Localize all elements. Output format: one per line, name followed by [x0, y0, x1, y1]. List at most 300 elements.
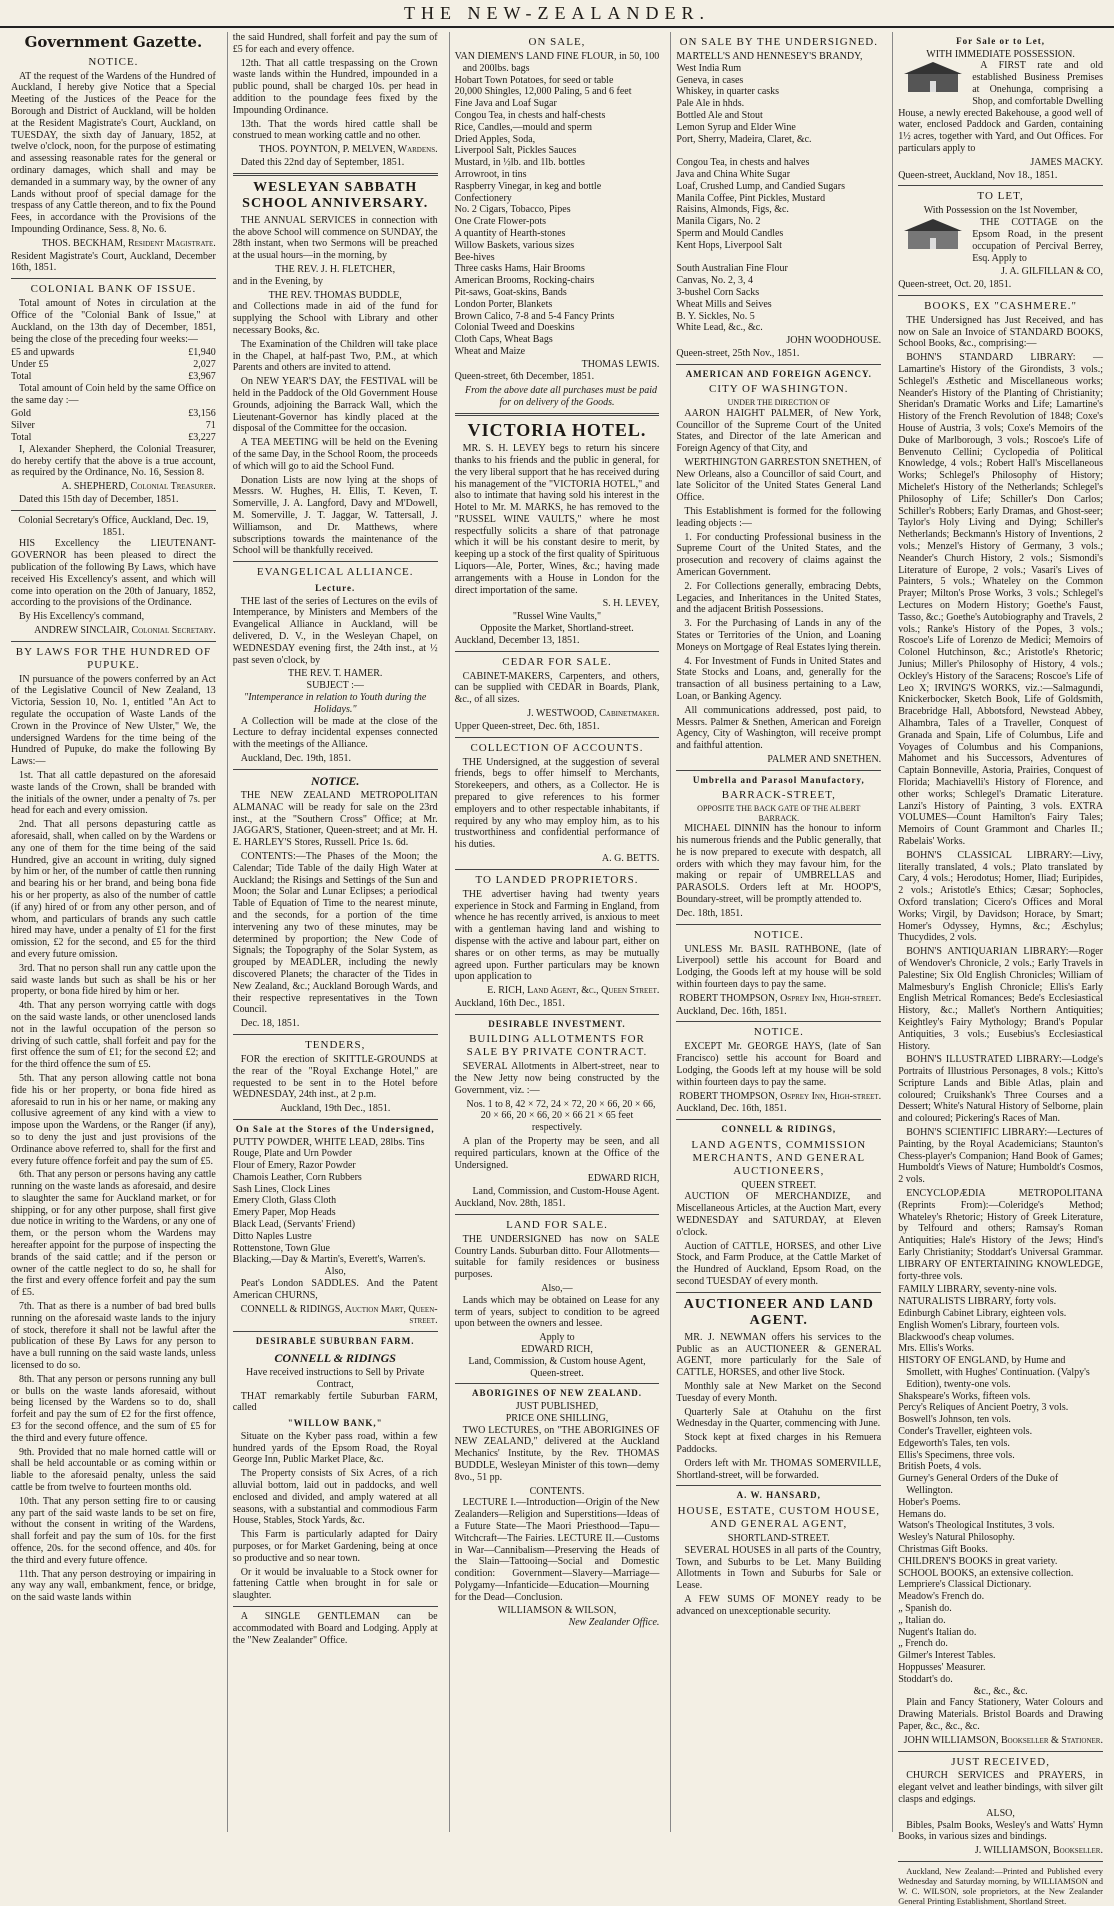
- books-list: BOHN'S CLASSICAL LIBRARY:—Livy, literally translated, 4 vols.; Plato translated by Cary, 4 vols.; Herodotus; Homer, Iliad; Euripides, 2 vols.; Aristotle's Ethics; Cæsar; Sophocles, Oxford translation; Cicero's Offices and Moral Works; Virgil, by Davidson; Horace, by Smart; Homer's Odyssey, Hymns, &c.; Æschylus; Thucydides, 2 vols.: [898, 849, 1103, 944]
- divider: [455, 737, 660, 738]
- hansard-street: SHORTLAND-STREET.: [727, 1532, 830, 1544]
- divider: [11, 510, 216, 511]
- list-item: Wheat and Maize: [454, 345, 526, 357]
- cedar-signature: J. WESTWOOD, Cabinetmaker.: [527, 708, 660, 720]
- bank-signature: A. SHEPHERD, Colonial Treasurer.: [61, 481, 216, 493]
- list-item: Gurney's General Orders of the Duke of Wellington.: [898, 1473, 1059, 1496]
- let-date: Queen-street, Auckland, Nov 18., 1851.: [898, 169, 1058, 181]
- bank-body: Total amount of Notes in circulation at the Office of the "Colonial Bank of Issue," at Auckland, on the 13th day of December, 1851, being the close of the preceding four weeks:—: [11, 298, 216, 345]
- hotel-date: Auckland, December 13, 1851.: [454, 634, 580, 646]
- investment-signature-title: Land, Commission, and Custom-House Agent.: [472, 1186, 660, 1198]
- bylaw-item: 4th. That any person worrying cattle with dogs on the said waste lands, or other unenclosed lands not in the lawful occupation of the person so driving of such cattle, shall forfeit and pay for the first offence the sum of £1; for the second £2; and for the third offence the sum of £5.: [11, 1000, 216, 1071]
- connell-subheading: LAND AGENTS, COMMISSION MERCHANTS, AND GENERAL AUCTIONEERS,: [691, 1138, 867, 1177]
- bylaws-intro: IN pursuance of the powers conferred by an Act of the Legislative Council of New Zealand, 13 Victoria, Session 10, No. 1, entitled "An Act to regulate the occupation of Waste Lands of the Crown in the Province of New Ulster," We, the undersigned Wardens for the time being of the Hundred of Pupuke, do make the following By Laws:—: [11, 673, 216, 768]
- tenders-date: Auckland, 19th Dec., 1851.: [280, 1103, 391, 1115]
- list-item: Conder's Traveller, eighteen vols.: [898, 1426, 1033, 1437]
- bylaw-date: Dated this 22nd day of September, 1851.: [240, 156, 405, 168]
- bylaw-item: 2nd. That all persons depasturing cattle as aforesaid, shall, when called on by the Wardens or any one of them for the time being of the said Hundred, give an account in writing, duly signed by him or her, of the number of cattle then running and bearing his or her brand, and being bona fide his or her property, as also of the number of cattle (if any) hired of or from any other person, and of whom, and particulars of brands any such cattle hired may have, under a penalty of £1 for the first omission, £2 for the second, and £5 for the third and every future omission.: [11, 819, 216, 960]
- agency-list-item: 2. For Collections generally, embracing Debts, Legacies, and Inheritances in the United States, and the adjacent British Possessions.: [676, 580, 882, 616]
- investment-body: A plan of the Property may be seen, and all required particulars, known at the Office of the Undersigned.: [454, 1136, 660, 1171]
- land-sale-body: THE UNDERSIGNED has now on SALE Country Lands. Suburban ditto. Four Allotments—suitable for family residences or business purposes.: [454, 1233, 660, 1281]
- list-item: Shakspeare's Works, fifteen vols.: [898, 1390, 1031, 1402]
- bylaw-item: 7th. That as there is a number of bad bred bulls running on the aforesaid waste lands to the injury of stock, therefore it shall not be lawful after the publication of these By Laws for any person to have a bull running on the said waste lands, unless licensed to do so.: [11, 1301, 216, 1372]
- hotel-heading: VICTORIA HOTEL.: [467, 419, 647, 440]
- bylaw-item: 8th. That any person or persons running any bull or bulls on the waste lands aforesaid, without being licensed by the Wardens so to do, shall forfeit and pay the sum of £2 for the first offence, £3 for the second offence, and the sum of £5 for the third and every future offence.: [11, 1373, 216, 1444]
- let-heading: TO LET,: [977, 190, 1024, 203]
- auctioneer-body: Orders left with Mr. THOMAS SOMERVILLE, Shortland-street, will be forwarded.: [676, 1457, 882, 1481]
- divider: [233, 561, 438, 562]
- bylaw-item: 12th. That all cattle trespassing on the Crown waste lands within the Hundred, impounded in a public pound, shall be charged 10s. per head in addition to the poundage fees fixed by the Impounding Ordinance.: [232, 57, 438, 116]
- connell-body: AUCTION OF MERCHANDIZE, and Miscellaneous Articles, at the Auction Mart, every WEDNESDAY and SATURDAY, at Eleven o'clock.: [676, 1191, 882, 1238]
- hotel-address: Opposite the Market, Shortland-street.: [480, 623, 634, 635]
- agency-list-item: 1. For conducting Professional business in the Supreme Court of the United States, and the prosecution and recovery of claims against the American Government.: [676, 531, 882, 579]
- notice-body: UNLESS Mr. BASIL RATHBONE, (late of Liverpool) settle his account for Board and Lodging, the Goods left at my house will be sold within fourteen days to pay the same.: [676, 943, 882, 990]
- umbrella-subheading: BARRACK-STREET,: [721, 789, 836, 802]
- alliance-subject: "Intemperance in relation to Youth during the Holidays.": [244, 692, 427, 715]
- land-sale-signature-title: Land, Commission, & Custom house Agent, Queen-street.: [468, 1355, 646, 1379]
- list-item: Rouge, Plate and Urn Powder: [232, 1148, 352, 1160]
- column-3: [449, 32, 665, 1832]
- bank-heading: COLONIAL BANK OF ISSUE.: [30, 283, 197, 296]
- list-item: Hobart Town Potatoes, for seed or table: [454, 74, 614, 86]
- list-item: Flour of Emery, Razor Powder: [232, 1160, 356, 1172]
- let-signature: J. A. GILFILLAN & CO,: [1001, 266, 1103, 278]
- list-item: Pit-saws, Goat-skins, Bands: [454, 286, 567, 298]
- let-signature: JAMES MACKY.: [1030, 156, 1103, 168]
- row-label: Total: [11, 431, 32, 443]
- land-sale-body: Lands which may be obtained on Lease for any term of years, subject to condition to be agreed upon between the owners and lessee.: [454, 1294, 660, 1330]
- column-4: [670, 32, 886, 1832]
- list-item: Dried Apples, Soda,: [454, 133, 536, 145]
- list-item: &c., &c., &c.: [973, 1685, 1028, 1697]
- collection-body: THE Undersigned, at the suggestion of several friends, begs to offer himself to Merchants, Storekeepers, and others, as a Collector. He is prepared to give references to his former employers and to other respectable inhabitants, if required by any who may employ him, as to his trustworthiness and confidential performance of his duties.: [454, 756, 660, 851]
- sale-date: Queen-street, 25th Nov., 1851.: [676, 347, 800, 359]
- list-item: London Porter, Blankets: [454, 298, 553, 310]
- let-heading: For Sale or to Let,: [956, 36, 1046, 46]
- sale-list: [455, 51, 660, 358]
- divider: [676, 924, 881, 925]
- farm-body: Or it would be invaluable to a Stock owner for fattening Cattle when brought in for sale or slaughter.: [232, 1566, 438, 1602]
- let-body: A FIRST rate and old established Business Premises at Onehunga, comprising a Shop, and comfortable Dwelling House, a newly erected Bakehouse, a good well of water, enclosed Paddock and Garden, containing 1½ acres, together with Yard, and Out Offices. For particulars apply to: [898, 60, 1103, 154]
- divider: [676, 1292, 881, 1293]
- sale-heading: ON SALE BY THE UNDERSIGNED.: [679, 36, 878, 48]
- divider: [233, 769, 438, 770]
- let-body: THE COTTAGE on the Epsom Road, in the present occupation of Percival Berrey, Esq. Apply to: [972, 217, 1103, 264]
- notice-body: AT the request of the Wardens of the Hundred of Auckland, I hereby give Notice that a Special Meeting of the Justices of the Peace for the Borough and District of Auckland, will be holden at the Resident Magistrate's Court, Auckland, on TUESDAY, the sixth day of January, 1852, at twelve o'clock, noon, for the purpose of estimating and assessing reasonable rates for the general or ordinary damages, which shall and may be demanded in a summary way, by the owner of any Lands without proof of special damage for the trespass of any Cattle thereon, and to fix the Pound Fees, in accordance with the Provisions of the Impounding Ordinance, Sess. 8, No. 6.: [11, 70, 216, 236]
- agency-body: All communications addressed, post paid, to Messrs. Palmer & Snethen, American and Foreign Agency, City of Washington, will receive prompt and faithful attention.: [676, 704, 882, 752]
- list-item: Confectionery: [454, 192, 512, 204]
- land-sale-apply: Apply to: [539, 1332, 575, 1344]
- books-body: THE Undersigned has Just Received, and has now on Sale an Invoice of STANDARD BOOKS, School Books, &c., comprising:—: [898, 314, 1103, 350]
- list-item: CHILDREN'S BOOKS in great variety.: [898, 1555, 1058, 1567]
- list-item: Black Lead, (Servants' Friend): [232, 1219, 356, 1231]
- almanac-date: Dec. 18, 1851.: [240, 1018, 300, 1030]
- sale-heading: ON SALE,: [528, 36, 586, 48]
- divider: [676, 770, 881, 771]
- list-item: One Crate Flower-pots: [454, 216, 547, 228]
- wesleyan-heading: WESLEYAN SABBATH SCHOOL ANNIVERSARY.: [242, 179, 429, 212]
- list-item: Blackwood's cheap volumes.: [898, 1331, 1015, 1343]
- let-subheading: WITH IMMEDIATE POSSESSION.: [926, 48, 1075, 60]
- coin-text: Total amount of Coin held by the same Office on the same day :—: [11, 382, 216, 406]
- list-item: Raisins, Almonds, Figs, &c.: [676, 204, 789, 216]
- list-item: Whiskey, in quarter casks: [676, 86, 780, 98]
- notice-heading: NOTICE.: [753, 1026, 804, 1039]
- column-1: [6, 32, 221, 1832]
- list-item: Boswell's Johnson, ten vols.: [898, 1414, 1011, 1426]
- divider: [11, 278, 216, 279]
- hansard-subheading: HOUSE, ESTATE, CUSTOM HOUSE, AND GENERAL AGENT,: [677, 1505, 880, 1530]
- list-item: Kent Hops, Liverpool Salt: [676, 239, 782, 251]
- investment-subheading: BUILDING ALLOTMENTS FOR SALE BY PRIVATE CONTRACT.: [466, 1033, 648, 1059]
- list-item: Watson's Theological Institutes, 3 vols.: [898, 1520, 1055, 1532]
- list-item: Hober's Poems.: [898, 1496, 961, 1508]
- divider: [455, 651, 660, 652]
- agency-body: AARON HAIGHT PALMER, of New York, Councillor of the Supreme Court of the United States, and Director of the late American and Foreign Agency of that City, and: [676, 407, 882, 455]
- divider: [676, 1485, 881, 1486]
- secretary-signature: ANDREW SINCLAIR, Colonial Secretary.: [34, 624, 216, 636]
- list-item: West India Rum: [676, 62, 742, 74]
- books-items: [898, 1284, 1103, 1697]
- secretary-body: HIS Excellency the LIEUTENANT-GOVERNOR has been pleased to direct the publication of the following By Laws, which have received His Excellency's assent, and which will come into operation on the 20th of January, 1852, according to the provisions of the Ordinance.: [11, 538, 216, 609]
- bylaw-item: 5th. That any person allowing cattle not bona fide his or her property, or bona fide hired as aforesaid to run in his or her name, or making any collusive agreement of any kind with a view to impose upon the Wardens, or the Ranger (if any), so to deny the just and just provisions of the Ordinance above referred to, shall for the first and every future offence forfeit and pay the sum of £5.: [11, 1072, 216, 1167]
- agency-subheading: CITY OF WASHINGTON.: [709, 383, 849, 396]
- list-item: American Brooms, Rocking-chairs: [454, 275, 595, 287]
- almanac-contents: CONTENTS:—The Phases of the Moon; the Calendar; Tide Table of the daily High Water at Auckland; the Risings and Settings of the Sun and Moon; the Solar and Lunar Eclipses; a periodical Table of Equation of Time to the nearest minute, and the seconds, for a portion of the time intervening any two of these minutes, may be determined by proportion; the New Code of Signals; the Topography of the Solar System, as grouped by MEADLER, including the newly discovered Planets; the character of the Tides in New Zealand, &c.; Auckland Borough Wards, and their respective representatives in the Town Council.: [232, 850, 438, 1016]
- auctioneer-body: Monthly sale at New Market on the Second Tuesday of every Month.: [676, 1381, 882, 1404]
- list-item: Rice, Candles,—mould and sperm: [454, 121, 593, 133]
- divider: [898, 1751, 1103, 1752]
- divider: [233, 1119, 438, 1120]
- divider: [676, 364, 881, 365]
- bylaws-heading: BY LAWS FOR THE HUNDRED OF PUPUKE.: [15, 645, 212, 671]
- list-item: Colonial Tweed and Doeskins: [454, 322, 575, 334]
- alliance-date: Auckland, Dec. 19th, 1851.: [240, 753, 352, 765]
- list-item: Java and China White Sugar: [676, 168, 791, 180]
- row-value: £3,227: [188, 431, 216, 443]
- received-heading: JUST RECEIVED,: [951, 1755, 1050, 1768]
- stores-also-body: Peat's London SADDLES. And the Patent American CHURNS,: [232, 1278, 438, 1301]
- sale-date: Queen-street, 6th December, 1851.: [454, 371, 595, 383]
- notice-signature: ROBERT THOMPSON, Osprey Inn, High-street.: [679, 1090, 882, 1102]
- list-item: Loaf, Crushed Lump, and Candied Sugars: [676, 180, 845, 192]
- almanac-heading: NOTICE.: [311, 773, 360, 788]
- list-item: Edgeworth's Tales, ten vols.: [898, 1437, 1010, 1449]
- divider: [898, 1861, 1103, 1862]
- divider: [233, 1331, 438, 1332]
- coin-table: [11, 408, 216, 443]
- list-item: White Lead, &c., &c.: [676, 322, 763, 334]
- wesleyan-body: Donation Lists are now lying at the shops of Messrs. W. Hughes, H. Ellis, T. Keven, T. Somerville, J. A. Langford, Davy and M'Dowell, M. Somerville, J. T. Jaggar, W. Tattersall, J. Williamson, and Dr. Matthews, where subscriptions towards the maintenance of the School will be thankfully received.: [232, 474, 438, 557]
- row-label: £5 and upwards: [11, 347, 75, 359]
- stores-list: [233, 1137, 438, 1267]
- bylaw-item: 10th. That any person setting fire to or causing any part of the said waste lands to be set on fire, without the consent in writing of the Wardens, shall forfeit and pay the sum of 10s. for the first offence, 20s. for the second offence, and 40s. for the third and every future offence.: [11, 1495, 216, 1566]
- alliance-subheading: Lecture.: [315, 583, 356, 594]
- almanac-body: THE NEW ZEALAND METROPOLITAN ALMANAC will be ready for sale on the 23rd inst., at the "Southern Cross" Office; at Mr. JAGGAR'S, Stationer, Queen-street; and at Mr. H. E. HARLEY'S Stores, Russell. Price 1s. 6d.: [232, 790, 438, 849]
- list-item: Congou Tea, in chests and halves: [676, 157, 810, 169]
- land-sale-also: Also,—: [541, 1282, 573, 1294]
- house-icon: [898, 62, 968, 94]
- agency-list-item: 4. For Investment of Funds in United States and State Stocks and Loans, and, generally for the transaction of all business pertaining to a Law, Loan, or Banking Agency.: [676, 655, 882, 703]
- list-item: Hoppusses' Measurer.: [898, 1661, 986, 1673]
- books-list: BOHN'S ILLUSTRATED LIBRARY:—Lodge's Portraits of Illustrious Personages, 8 vols.; Kitto's Scripture Lands and Bible Atlas, plain and coloured; Cruikshank's Three Courses and a Dessert; White's Natural History of Selborne, plain and coloured; Pickering's Races of Man.: [898, 1054, 1103, 1125]
- bylaw-continuation: the said Hundred, shall forfeit and pay the sum of £5 for each and every offence.: [232, 32, 438, 55]
- hansard-body: SEVERAL HOUSES in all parts of the Country, Town, and Suburbs to be Let. Many Building Allotments in Town and Suburbs for Sale or Lease.: [676, 1544, 882, 1592]
- hansard-body: A FEW SUMS OF MONEY ready to be advanced on unexceptionable security.: [676, 1593, 882, 1617]
- bank-declaration: I, Alexander Shepherd, the Colonial Treasurer, do hereby certify that the above is a true account, as required by the Ordinance, No. 16, Session 8.: [11, 443, 216, 479]
- list-item: Lemon Syrup and Elder Wine: [676, 121, 796, 133]
- list-item: „ French do.: [898, 1638, 948, 1650]
- umbrella-location: OPPOSITE THE BACK GATE OF THE ALBERT BARRACK.: [697, 804, 861, 823]
- hotel-body: MR. S. H. LEVEY begs to return his sincere thanks to his friends and the public in general, for the very liberal support that he has received during his management of the "VICTORIA HOTEL," and also to intimate that having sold his interest in the Hotel to Mr. M. MARKS, he has removed to the "RUSSEL WINE VAULTS," where he most respectfully solicits a share of that patronage which it will be his constant desire to merit, by keeping up a stock of the first quality of Spirituous Liquors—Ale, Porter, Wines, &c.; having made arrangements with a House in London for the direct importation of the same.: [454, 443, 660, 596]
- bylaw-item: 6th. That any person or persons having any cattle running on the waste lands as aforesaid, and desire to slaughter the same for Auckland market, or for shipping, or for any other purpose, shall first give due notice in writing to the Wardens, or any one of them, or the person whom the Wardens may hereafter appoint for the purpose of inspecting the brands of the said cattle; and if the person or owner of the cattle neglect to do so, he shall for the first and every offence forfeit and pay the sum of £5.: [11, 1169, 216, 1299]
- bylaw-item: 1st. That all cattle depastured on the aforesaid waste lands of the Crown, shall be branded with the initials of the owner, under a penalty of 7s. per head for each and every omission.: [11, 770, 216, 817]
- list-item: Raspberry Vinegar, in keg and bottle: [454, 180, 602, 192]
- list-item: FAMILY LIBRARY, seventy-nine vols.: [898, 1284, 1057, 1296]
- divider: [233, 1034, 438, 1035]
- list-item: Wesley's Natural Philosophy.: [898, 1532, 1015, 1544]
- notice-heading: NOTICE.: [753, 928, 804, 941]
- list-item: SCHOOL BOOKS, an extensive collection.: [898, 1567, 1074, 1579]
- books-list: BOHN'S SCIENTIFIC LIBRARY:—Lectures of Painting, by the Royal Academicians; Staunton's Chess-player's Companion; Hand Book of Games; Humboldt's Views of Nature; Humboldt's Cosmos, 2 vols.: [898, 1127, 1103, 1186]
- list-item: PUTTY POWDER, WHITE LEAD, 28lbs. Tins: [232, 1136, 425, 1148]
- wesleyan-reverend: THE REV. THOMAS BUDDLE,: [268, 289, 402, 301]
- umbrella-body: MICHAEL DINNIN has the honour to inform his numerous friends and the Public generally, that he is now prepared to execute with despatch, all orders with which they may favour him, for the making or repair of UMBRELLAS and PARASOLS. Orders left at Mr. HOOP'S, Boundary-street, will be promptly attended to.: [676, 823, 882, 906]
- investment-body: SEVERAL Allotments in Albert-street, near to the New Jetty now being constructed by the Government, viz. :—: [454, 1061, 660, 1096]
- row-value: 2,027: [193, 359, 216, 371]
- list-item: Percy's Reliques of Ancient Poetry, 3 vols.: [898, 1402, 1069, 1414]
- list-item: No. 2 Cigars, Tobacco, Pipes: [454, 204, 571, 216]
- books-signature: JOHN WILLIAMSON, Bookseller & Stationer.: [903, 1734, 1103, 1746]
- collection-signature: A. G. BETTS.: [601, 852, 660, 864]
- farm-heading: DESIRABLE SUBURBAN FARM.: [255, 1336, 415, 1347]
- row-label: Total: [11, 370, 32, 382]
- let-date: Queen-street, Oct. 20, 1851.: [898, 279, 1012, 291]
- notice-signature: ROBERT THOMPSON, Osprey Inn, High-street.: [679, 992, 882, 1004]
- divider: [455, 869, 660, 870]
- wesleyan-body: The Examination of the Children will take place in the Chapel, at half-past Two, P.M., at which Parents and others are invited to attend.: [232, 338, 438, 374]
- sale-note: From the above date all purchases must be paid for on delivery of the Goods.: [464, 385, 657, 409]
- list-item: English Women's Library, fourteen vols.: [898, 1319, 1060, 1331]
- list-item: [676, 252, 881, 264]
- list-item: [676, 145, 881, 157]
- list-item: VAN DIEMEN'S LAND FINE FLOUR, in 50, 100 and 200lbs. bags: [454, 50, 660, 74]
- row-label: Under £5: [11, 359, 49, 371]
- divider: [455, 1014, 660, 1015]
- column-2: [227, 32, 443, 1832]
- list-item: Rottenstone, Town Glue: [232, 1242, 330, 1254]
- books-list: BOHN'S STANDARD LIBRARY: — Lamartine's History of the Girondists, 3 vols.; Schlegel's Æsthetic and Miscellaneous works; Neander's History of the Planting of Christianity; Sheridan's Dramatic Works and Life; Lamartine's History of the French Revolution of 1848; Coxe's House of Austria, 3 vols; Coxe's Memoirs of the Duke of Marlborough, 3 vols.; Roscoe's Life of Benvenuto Cellini; Cyclopedia of Political Knowledge, 4 vols.; Robert Hall's Miscellaneous Works; Schlegel's Philosophy of History; Michelet's History of the Netherlands; Schlegel's Philosophy of Life; Schiller's Don Carlos; Schiller's Robbers; Early Dramas, and Ghost-seer; Taylor's Holy Living and Dying; Schiller's Netherlands; Beckmann's History of Inventions, 2 vols.; Menzel's History of Germany, 3 vols.; Neander's Church History, 2 vols.; Sismondi's Literature of Europe, 2 vols.; Vasari's Lives of Painters, 5 vols.; Whateley on the Common Prayer; Milton's Prose Works, 3 vols.; Schlegel's Lectures on Modern History; Goethe's Faust, Tasso, &c.; Goethe's Autobiography and Travels, 2 vols.; Ranke's History of the Popes, 3 vols.; Roscoe's Life of Lorenzo de Medici; Memoirs of Colonel Hutchinson, &c.; Aristotle's Rhetoric; Junius; Miller's Philosophy of History, 4 vols.; Ockley's History of the Saracens; Roscoe's Life of Leo X; IRVING'S WORKS, viz.:—Salmagundi, Knickerbocker, Sketch Book, Life of Goldsmith, Bracebridge Hall, Abbotsford, Newstead Abbey, Alhambra, Tales of a Traveller, Conquest of Granada and Spain, Life of Columbus, Life and Voyages of Columbus and his Companions, Mahomet and his Successors, Adventures of Captain Bonneville, Astoria, Prairies, Conquest of Florida; Machiavelli's History of Florence, and other works; Schlegel's Dramatic Literature. Lanzi's History of Painting, 3 vols. EXTRA VOLUMES—Count Hamilton's Fairy Tales; Memoirs of Count Grammont and Charles II.; Rabelais' Works.: [898, 352, 1103, 847]
- bylaw-item: 11th. That any person destroying or impairing in any way any wall, embankment, fence, or bridge, on the said waste lands within: [11, 1568, 216, 1604]
- list-item: Christmas Gift Books.: [898, 1543, 988, 1555]
- list-item: Brown Calico, 7-8 and 5-4 Fancy Prints: [454, 310, 615, 322]
- wesleyan-body: and Collections made in aid of the fund for supplying the School with Library and other necessary Books, &c.: [232, 301, 438, 336]
- imprint: Auckland, New Zealand:—Printed and Published every Wednesday and Saturday morning, by WILLIAMSON and W. C. WILSON, sole proprietors, at the New Zealander General Printing Establishment, Shortland Street.: [898, 1866, 1103, 1906]
- notice-place: Resident Magistrate's Court, Auckland, December 16th, 1851.: [11, 250, 216, 274]
- landed-body: THE advertiser having had twenty years experience in Stock and Farming in England, from whence he has recently arrived, is anxious to meet with a gentleman having land and wishing to dispense with the active and labour part, either on shares or on other terms, as may be mutually agreed upon. Further particulars may be known upon application to: [454, 888, 660, 983]
- row-label: Silver: [11, 420, 35, 432]
- umbrella-date: Dec. 18th, 1851.: [676, 907, 743, 919]
- cottage-icon: [898, 219, 968, 251]
- stores-also: Also,: [324, 1266, 346, 1278]
- sale-signature: JOHN WOODHOUSE.: [786, 335, 882, 347]
- investment-heading: DESIRABLE INVESTMENT.: [488, 1018, 626, 1029]
- connell-heading: CONNELL & RIDINGS,: [721, 1124, 837, 1135]
- received-also: ALSO,: [986, 1807, 1015, 1819]
- column-5: [892, 32, 1108, 1906]
- table-row: [11, 420, 216, 432]
- collection-heading: COLLECTION OF ACCOUNTS.: [470, 741, 644, 754]
- sale-list: [676, 51, 881, 334]
- notice-signature: THOS. BECKHAM, Resident Magistrate.: [41, 237, 216, 249]
- list-item: Bee-hives: [454, 251, 495, 263]
- landed-heading: TO LANDED PROPRIETORS.: [475, 873, 639, 886]
- list-item: Manila Coffee, Pint Pickles, Mustard: [676, 192, 826, 204]
- auctioneer-body: MR. J. NEWMAN offers his services to the Public as an AUCTIONEER & GENERAL AGENT, more particularly for the Sale of CATTLE, HORSES, and other live Stock.: [676, 1331, 882, 1379]
- row-value: £1,940: [188, 347, 216, 359]
- cedar-body: CABINET-MAKERS, Carpenters, and others, can be supplied with CEDAR in Boards, Plank, &c., of all sizes.: [454, 670, 660, 706]
- list-item: Lempriere's Classical Dictionary.: [898, 1579, 1032, 1591]
- cedar-date: Upper Queen-street, Dec. 6th, 1851.: [454, 720, 600, 732]
- notice-date: Auckland, Dec. 16th, 1851.: [676, 1005, 787, 1017]
- agency-body: WERTHINGTON GARRESTON SNETHEN, of New Orleans, also a Councillor of said Court, and late Solicitor of the United States General Land Office.: [676, 456, 882, 504]
- notice-date: Auckland, Dec. 16th, 1851.: [676, 1103, 787, 1115]
- list-item: Edinburgh Cabinet Library, eighteen vols.: [898, 1308, 1067, 1320]
- list-item: Nugent's Italian do.: [898, 1626, 977, 1638]
- tenders-heading: TENDERS,: [305, 1038, 366, 1051]
- auctioneer-body: Stock kept at fixed charges in his Remuera Paddocks.: [676, 1432, 882, 1456]
- auctioneer-body: Quarterly Sale at Otahuhu on the first Wednesday in the Quarter, commencing with June.: [676, 1406, 882, 1430]
- table-row: [11, 432, 216, 444]
- connell-street: QUEEN STREET.: [741, 1179, 817, 1191]
- list-item: Emery Cloth, Glass Cloth: [232, 1195, 337, 1207]
- bank-table: [11, 347, 216, 382]
- list-item: British Poets, 4 vols.: [898, 1461, 982, 1473]
- let-subheading: With Possession on the 1st November,: [923, 205, 1078, 217]
- list-item: Chamois Leather, Corn Rubbers: [232, 1171, 362, 1183]
- list-item: South Australian Fine Flour: [676, 263, 788, 275]
- list-item: Stoddart's do.: [898, 1673, 953, 1685]
- divider: [676, 1021, 881, 1022]
- list-item: 3-bushel Corn Sacks: [676, 286, 760, 298]
- agency-signature: PALMER AND SNETHEN.: [767, 754, 882, 766]
- divider: [233, 1606, 438, 1607]
- masthead: THE NEW-ZEALANDER.: [0, 0, 1114, 28]
- list-item: Congou Tea, in chests and half-chests: [454, 109, 606, 121]
- wesleyan-body: THE ANNUAL SERVICES in connection with the above School will commence on SUNDAY, the 28th instant, when two Sermons will be preached at the usual hours—in the morning, by: [232, 214, 438, 262]
- wesleyan-body: A TEA MEETING will be held on the Evening of the same Day, in the School Room, the proceeds of which will go to aid the School Fund.: [232, 437, 438, 472]
- landed-date: Auckland, 16th Dec., 1851.: [454, 997, 565, 1009]
- columns: [0, 28, 1114, 1906]
- list-item: B. Y. Sickles, No. 5: [676, 310, 755, 322]
- divider: [455, 1214, 660, 1215]
- wesleyan-reverend: THE REV. J. H. FLETCHER,: [275, 263, 396, 275]
- bank-date: Dated this 15th day of December, 1851.: [19, 493, 179, 505]
- secretary-command: By His Excellency's command,: [19, 611, 145, 623]
- aborigines-body: TWO LECTURES, on "THE ABORIGINES OF NEW ZEALAND," delivered at the Auckland Mechanics' Institute, by the Rev. THOMAS BUDDLE, Wesleyan Minister of this town—demy 8vo., 51 pp.: [454, 1424, 660, 1483]
- received-body: CHURCH SERVICES and PRAYERS, in elegant velvet and leather bindings, with silver gilt clasps and edgings.: [898, 1770, 1103, 1806]
- aborigines-signature: WILLIAMSON & WILSON,: [497, 1605, 617, 1617]
- list-item: Port, Sherry, Madeira, Claret, &c.: [676, 133, 812, 145]
- divider: [898, 185, 1103, 186]
- auctioneer-heading: AUCTIONEER AND LAND AGENT.: [683, 1296, 874, 1329]
- table-row: [11, 371, 216, 383]
- alliance-body: A Collection will be made at the close of the Lecture to defray incidental expenses connected with the meetings of the Alliance.: [232, 715, 438, 751]
- divider: [676, 1119, 881, 1120]
- list-item: „ Italian do.: [898, 1614, 946, 1626]
- books-list: BOHN'S ANTIQUARIAN LIBRARY:—Roger of Wendover's Chronicle, 2 vols.; Early Travels in Palestine; Six Old English Chronicles; William of Malmesbury's English Chronicle; Ellis's Early English Metrical Romances; Bede's Ecclesiastical History, &c.; Mallet's Northern Antiquities; Keightley's Fairy Mythology; Brand's Popular Antiquities, 3 vols.; Eusebius's Ecclesiastical History.: [898, 946, 1103, 1052]
- list-item: Liverpool Salt, Pickles Sauces: [454, 145, 577, 157]
- list-item: Hemans do.: [898, 1508, 946, 1520]
- gazette-title: Government Gazette.: [24, 33, 203, 51]
- land-sale-signature: EDWARD RICH,: [521, 1343, 593, 1355]
- notice-body: EXCEPT Mr. GEORGE HAYS, (late of San Francisco) settle his account for Board and Lodging, the Goods left at my house will be sold within fourteen days to pay the same.: [676, 1041, 882, 1088]
- alliance-subject-label: SUBJECT :—: [306, 680, 364, 692]
- list-item: Bottled Ale and Stout: [676, 109, 763, 121]
- list-item: Geneva, in cases: [676, 74, 744, 86]
- agency-list-item: 3. For the Purchasing of Lands in any of the States or Territories of the Union, and Loaning Moneys on Mortgage of Real Estates lying therein.: [676, 618, 882, 653]
- list-item: HISTORY OF ENGLAND, by Hume and Smollett, with Hughes' Continuation. (Valpy's Edition), twenty-one vols.: [898, 1355, 1090, 1390]
- wardens-signature: THOS. POYNTON, P. MELVEN, Wardens.: [258, 144, 438, 156]
- farm-body: This Farm is particularly adapted for Dairy purposes, or for Market Gardening, being at once so productive and so near town.: [232, 1529, 438, 1564]
- agency-direction: UNDER THE DIRECTION OF: [727, 398, 830, 408]
- list-item: Mrs. Ellis's Works.: [898, 1343, 975, 1355]
- table-row: [11, 347, 216, 359]
- investment-body: Nos. 1 to 8, 42 × 72, 24 × 72, 20 × 66, 20 × 66, 20 × 66, 20 × 66, 20 × 66 21 × 65 feet respectively.: [466, 1098, 656, 1134]
- divider: [11, 641, 216, 642]
- list-item: A quantity of Hearth-stones: [454, 227, 566, 239]
- tenders-body: FOR the erection of SKITTLE-GROUNDS at the rear of the "Royal Exchange Hotel," are requested to be sent in to the Hotel before WEDNESDAY, 24th inst., at 2 p.m.: [232, 1053, 438, 1101]
- cedar-heading: CEDAR FOR SALE.: [502, 655, 612, 668]
- aborigines-signature-office: New Zealander Office.: [568, 1617, 660, 1629]
- list-item: Sash Lines, Clock Lines: [232, 1183, 331, 1195]
- divider: [233, 173, 438, 176]
- list-item: Wheat Mills and Seives: [676, 298, 772, 310]
- divider: [898, 295, 1103, 296]
- aborigines-subheading: JUST PUBLISHED,: [515, 1400, 599, 1412]
- list-item: MARTELL'S AND HENNESEY'S BRANDY,: [676, 50, 863, 62]
- alliance-body: THE last of the series of Lectures on the evils of Intemperance, by Ministers and Members of the Evangelical Alliance in Auckland, will be delivered, D. V., in the Wesleyan Chapel, on WEDNESDAY evening first, the 24th inst., at ½ past seven o'clock, by: [232, 595, 438, 666]
- aborigines-contents: LECTURE I.—Introduction—Origin of the New Zealanders—Religion and Superstitions—Ideas of a Future State—The Maori Priesthood—Tapu—Witchcraft—The Fairies. LECTURE II.—Customs in War—Cannibalism—Preserving the Heads of the Slain—Tattooing—Social and Domestic condition: Government—Slavery—Marriage—Polygamy—Infanticide—Education—Mourning for the Dead—Conclusion.: [454, 1497, 660, 1603]
- umbrella-heading: Umbrella and Parasol Manufactory,: [692, 774, 865, 785]
- investment-signature: EDWARD RICH,: [587, 1173, 660, 1185]
- divider: [455, 413, 660, 416]
- wesleyan-body: and in the Evening, by: [232, 275, 324, 287]
- secretary-place: Colonial Secretary's Office, Auckland, Dec. 19, 1851.: [18, 514, 209, 538]
- table-row: [11, 408, 216, 420]
- row-value: 71: [205, 420, 216, 432]
- aborigines-subheading: PRICE ONE SHILLING,: [505, 1412, 609, 1424]
- divider: [455, 1383, 660, 1384]
- list-item: „ Spanish do.: [898, 1602, 952, 1614]
- bylaw-item: 3rd. That no person shall run any cattle upon the said waste lands but such as shall be his or her property, or bona fide hired by him or her.: [11, 962, 216, 998]
- stores-signature: CONNELL & RIDINGS, Auction Mart, Queen-street.: [240, 1303, 438, 1327]
- farm-name: "WILLOW BANK,": [287, 1418, 383, 1429]
- bylaw-item: 13th. That the words hired cattle shall be construed to mean working cattle and no other.: [232, 118, 438, 142]
- farm-body: The Property consists of Six Acres, of a rich alluvial bottom, laid out in paddocks, and well enclosed and divided, and amply watered at all seasons, with a substantial and commodious Farm House, Stables, Stock Yards, &c.: [232, 1468, 438, 1527]
- list-item: Arrowroot, in tins: [454, 168, 527, 180]
- received-body: Bibles, Psalm Books, Wesley's and Watts' Hymn Books, in various sizes and bindings.: [898, 1819, 1103, 1843]
- row-value: £3,967: [188, 370, 216, 382]
- list-item: NATURALISTS LIBRARY, forty vols.: [898, 1296, 1057, 1308]
- list-item: Manila Cigars, No. 2: [676, 216, 761, 228]
- list-item: 20,000 Shingles, 12,000 Paling, 5 and 6 feet: [454, 86, 632, 98]
- list-item: Canvas, No. 2, 3, 4: [676, 275, 754, 287]
- hotel-signature: S. H. LEVEY,: [602, 598, 660, 610]
- list-item: Emery Paper, Mop Heads: [232, 1207, 336, 1219]
- list-item: Mustard, in ½lb. and 1lb. bottles: [454, 157, 585, 169]
- farm-subheading: CONNELL & RIDINGS: [274, 1350, 396, 1365]
